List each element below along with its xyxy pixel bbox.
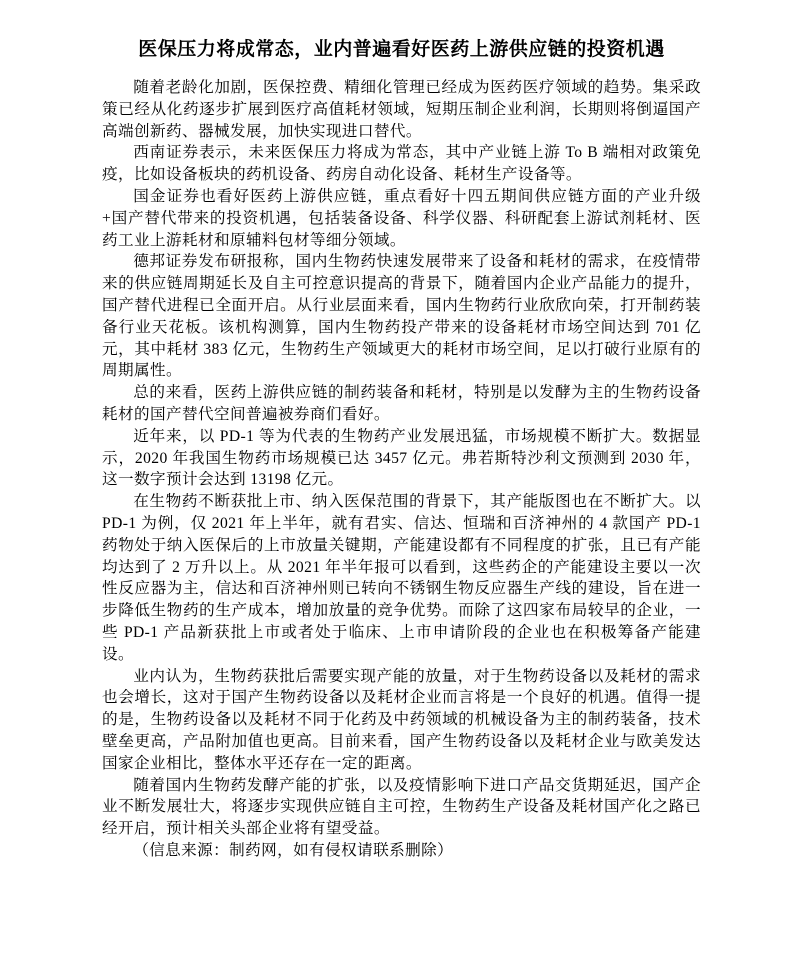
paragraph: 国金证券也看好医药上游供应链，重点看好十四五期间供应链方面的产业升级+国产替代带来的投资机遇，包括装备设备、科学仪器、科研配套上游试剂耗材、医药工业上游耗材和原辅料包材等细分领域。	[102, 187, 701, 249]
paragraph: 随着国内生物药发酵产能的扩张，以及疫情影响下进口产品交货期延迟，国产企业不断发展壮大，将逐步实现供应链自主可控，生物药生产设备及耗材国产化之路已经开启，预计相关头部企业将有望受益。	[102, 776, 701, 838]
paragraph source-line: （信息来源：制药网，如有侵权请联系删除）	[133, 841, 454, 859]
paragraph: 近年来，以 PD-1 等为代表的生物药产业发展迅猛，市场规模不断扩大。数据显示，2020 年我国生物药市场规模已达 3457 亿元。弗若斯特沙利文预测到 2030 年，这一数字预计会达到 13198 亿元。	[102, 427, 701, 489]
paragraph: 随着老龄化加剧，医保控费、精细化管理已经成为医药医疗领域的趋势。集采政策已经从化药逐步扩展到医疗高值耗材领域，短期压制企业利润，长期则将倒逼国产高端创新药、器械发展，加快实现进口替代。	[102, 79, 701, 140]
paragraph: 总的来看，医药上游供应链的制药装备和耗材，特别是以发酵为主的生物药设备耗材的国产替代空间普遍被券商们看好。	[102, 384, 701, 423]
article-body	[102, 77, 701, 862]
paragraph: 在生物药不断获批上市、纳入医保范围的背景下，其产能版图也在不断扩大。以 PD-1 为例，仅 2021 年上半年，就有君实、信达、恒瑞和百济神州的 4 款国产 PD-1 药物处于纳入医保后的上市放量关键期，产能建设都有不同程度的扩张，且已有产能均达到了 2 万升以上。从 2021 年半年报可以看到，这些药企的产能建设主要以一次性反应器为主，信达和百济神州则已转向不锈钢生物反应器生产线的建设，旨在进一步降低生物药的生产成本，增加放量的竞争优势。而除了这四家布局较早的企业，一些 PD-1 产品新获批上市或者处于临床、上市申请阶段的企业也在积极筹备产能建设。	[102, 493, 701, 663]
article-title: 医保压力将成常态，业内普遍看好医药上游供应链的投资机遇	[138, 39, 665, 60]
paragraph: 业内认为，生物药获批后需要实现产能的放量，对于生物药设备以及耗材的需求也会增长，这对于国产生物药设备以及耗材企业而言将是一个良好的机遇。值得一提的是，生物药设备以及耗材不同于化药及中药领域的机械设备为主的制药装备，技术壁垒更高，产品附加值也更高。目前来看，国产生物药设备以及耗材企业与欧美发达国家企业相比，整体水平还存在一定的距离。	[102, 667, 701, 772]
paragraph: 西南证券表示，未来医保压力将成为常态，其中产业链上游 To B 端相对政策免疫，比如设备板块的药机设备、药房自动化设备、耗材生产设备等。	[102, 144, 701, 184]
paragraph: 德邦证券发布研报称，国内生物药快速发展带来了设备和耗材的需求，在疫情带来的供应链周期延长及自主可控意识提高的背景下，随着国内企业产品能力的提升，国产替代进程已全面开启。从行业层面来看，国内生物药行业欣欣向荣，打开制药装备行业天花板。该机构测算，国内生物药投产带来的设备耗材市场空间达到 701 亿元，其中耗材 383 亿元，生物药生产领域更大的耗材市场空间，足以打破行业原有的周期属性。	[102, 253, 701, 380]
